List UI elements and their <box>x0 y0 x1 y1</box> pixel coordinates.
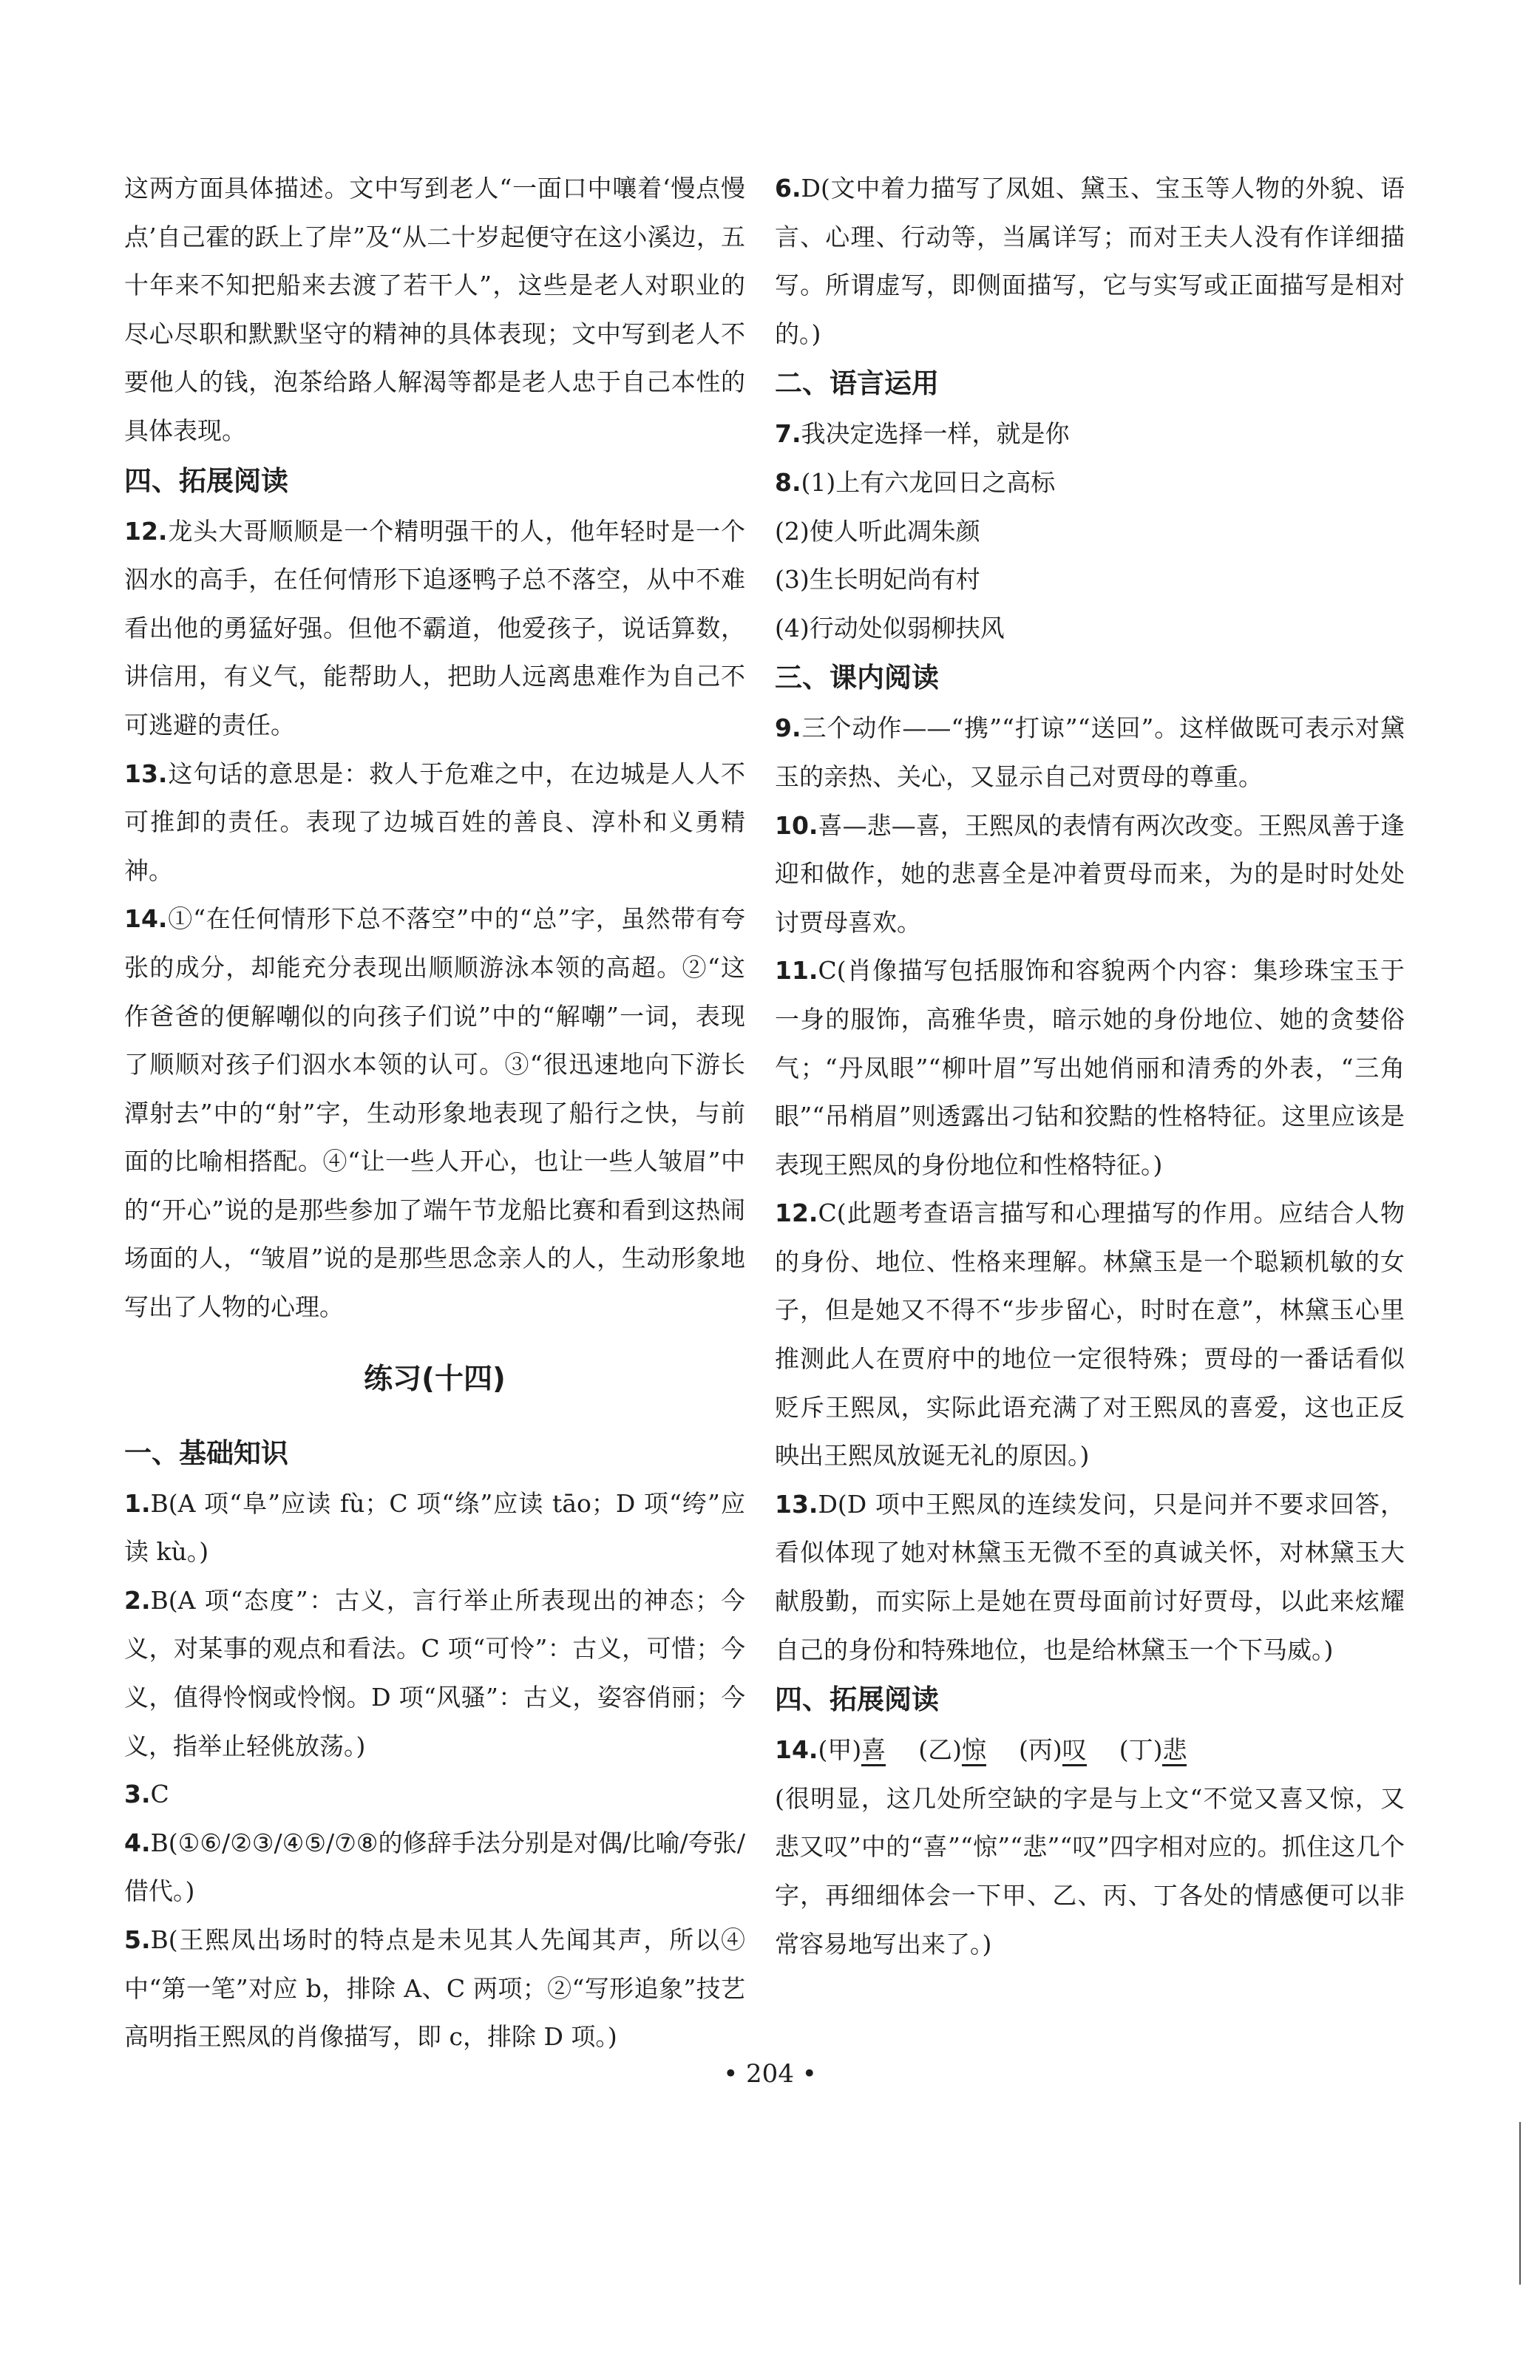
left-column <box>124 164 745 2061</box>
answer-number: 4. <box>124 1828 151 1857</box>
answer-text: B(A 项“态度”：古义，言行举止所表现出的神态；今义，对某事的观点和看法。C 项“可怜”：古义，可惜；今义，值得怜悯或怜悯。D 项“风骚”：古义，姿容俏丽；今义，指举止轻佻放荡。) <box>124 1585 745 1760</box>
blank-label-a: (甲) <box>818 1735 862 1765</box>
answer-1 <box>124 1479 745 1576</box>
answer-8-line-3: (3)生长明妃尚有村 <box>775 565 980 594</box>
answer-2 <box>124 1576 745 1770</box>
answer-text: 三个动作——“携”“打谅”“送回”。这样做既可表示对黛玉的亲热、关心，又显示自己对贾母的尊重。 <box>775 713 1405 791</box>
blank-answer-a: 喜 <box>861 1735 886 1766</box>
section-title-extended-reading-right: 四、拓展阅读 <box>775 1684 939 1716</box>
answer-5 <box>124 1916 745 2061</box>
answer-3 <box>124 1770 745 1819</box>
answer-number: 12. <box>775 1199 818 1228</box>
blank-answer-d: 悲 <box>1162 1735 1187 1766</box>
answer-8-line-2: (2)使人听此凋朱颜 <box>775 516 980 546</box>
answer-number: 1. <box>124 1488 151 1518</box>
answer-text: 这句话的意思是：救人于危难之中，在边城是人人不可推卸的责任。表现了边城百姓的善良、淳朴和义勇精神。 <box>124 759 745 885</box>
answer-number: 14. <box>124 904 168 934</box>
answer-text: 我决定选择一样，就是你 <box>801 419 1070 449</box>
page-number: • 204 • <box>723 2059 817 2089</box>
answer-14 <box>124 895 745 1331</box>
answer-10 <box>775 801 1405 947</box>
answer-number: 2. <box>124 1585 151 1615</box>
answer-text: B(①⑥/②③/④⑤/⑦⑧的修辞手法分别是对偶/比喻/夸张/借代。) <box>124 1828 745 1906</box>
answer-14 <box>775 1726 1405 1774</box>
answer-number: 7. <box>775 419 801 449</box>
blank-label-c: (丙) <box>1018 1735 1062 1765</box>
right-column <box>775 164 1405 1968</box>
answer-14-explanation: (很明显，这几处所空缺的字是与上文“不觉又喜又惊，又悲又叹”中的“喜”“惊”“悲”“叹”四字相对应的。抓住这几个字，再细细体会一下甲、乙、丙、丁各处的情感便可以非常容易地写出来了。) <box>775 1783 1405 1959</box>
answer-number: 9. <box>775 713 801 743</box>
answer-text: ①“在任何情形下总不落空”中的“总”字，虽然带有夸张的成分，却能充分表现出顺顺游泳本领的高超。②“这作爸爸的便解嘲似的向孩子们说”中的“解嘲”一词，表现了顺顺对孩子们泅水本领的认可。③“很迅速地向下游长潭射去”中的“射”字，生动形象地表现了船行之快，与前面的比喻相搭配。④“让一些人开心，也让一些人皱眉”中的“开心”说的是那些参加了端午节龙船比赛和看到这热闹场面的人，“皱眉”说的是那些思念亲人的人，生动形象地写出了人物的心理。 <box>124 904 745 1322</box>
answer-8-line-4: (4)行动处似弱柳扶风 <box>775 613 1005 643</box>
answer-8 <box>775 458 1405 507</box>
section-title-language-use: 二、语言运用 <box>775 367 939 400</box>
answer-number: 3. <box>124 1780 151 1809</box>
blank-label-b: (乙) <box>918 1735 962 1765</box>
blank-answer-c: 叹 <box>1062 1735 1087 1766</box>
blank-answer-b: 惊 <box>962 1735 986 1766</box>
answer-number: 12. <box>124 516 168 546</box>
answer-6 <box>775 164 1405 358</box>
exercise-title: 练习(十四) <box>364 1362 506 1396</box>
answer-11 <box>775 946 1405 1189</box>
section-title-in-class-reading: 三、课内阅读 <box>775 662 939 694</box>
answer-13 <box>124 750 745 895</box>
answer-text: D(D 项中王熙凤的连续发问，只是问并不要求回答，看似体现了她对林黛玉无微不至的真诚关怀，对林黛玉大献殷勤，而实际上是她在贾母面前讨好贾母，以此来炫耀自己的身份和特殊地位，也是给林黛玉一个下马威。) <box>775 1489 1405 1664</box>
answer-number: 14. <box>775 1735 818 1765</box>
answer-text: B(王熙凤出场时的特点是未见其人先闻其声，所以④中“第一笔”对应 b，排除 A、C 两项；②“写形追象”技艺高明指王熙凤的肖像描写，即 c，排除 D 项。) <box>124 1925 745 2052</box>
answer-12 <box>775 1189 1405 1480</box>
section-title-extended-reading: 四、拓展阅读 <box>124 464 288 497</box>
answer-7 <box>775 410 1405 458</box>
answer-text: 喜—悲—喜，王熙凤的表情有两次改变。王熙凤善于逢迎和做作，她的悲喜全是冲着贾母而来，为的是时时处处讨贾母喜欢。 <box>775 810 1405 937</box>
answer-number: 10. <box>775 810 818 840</box>
answer-number: 13. <box>775 1489 818 1519</box>
answer-12 <box>124 507 745 750</box>
answer-text: B(A 项“阜”应读 fù；C 项“绦”应读 tāo；D 项“绔”应读 kù。) <box>124 1488 745 1567</box>
answer-4 <box>124 1819 745 1916</box>
answer-number: 13. <box>124 759 168 788</box>
answer-number: 11. <box>775 956 818 986</box>
section-title-basic-knowledge: 一、基础知识 <box>124 1437 288 1469</box>
answer-number: 8. <box>775 467 801 497</box>
answer-9 <box>775 704 1405 801</box>
answer-text: D(文中着力描写了凤姐、黛玉、宝玉等人物的外貌、语言、心理、行动等，当属详写；而对王夫人没有作详细描写。所谓虚写，即侧面描写，它与实写或正面描写是相对的。) <box>775 174 1405 348</box>
answer-13 <box>775 1480 1405 1674</box>
answer-number: 6. <box>775 174 801 203</box>
answer-line: (1)上有六龙回日之高标 <box>801 467 1056 497</box>
answer-text: 龙头大哥顺顺是一个精明强干的人，他年轻时是一个泅水的高手，在任何情形下追逐鸭子总不落空，从中不难看出他的勇猛好强。但他不霸道，他爱孩子，说话算数，讲信用，有义气，能帮助人，把助人远离患难作为自己不可逃避的责任。 <box>124 516 745 739</box>
margin-line <box>1519 2122 1521 2285</box>
answer-text: C(此题考查语言描写和心理描写的作用。应结合人物的身份、地位、性格来理解。林黛玉是一个聪颖机敏的女子，但是她又不得不“步步留心，时时在意”，林黛玉心里推测此人在贾府中的地位一定很特殊；贾母的一番话看似贬斥王熙凤，实际此语充满了对王熙凤的喜爱，这也正反映出王熙凤放诞无礼的原因。) <box>775 1199 1405 1471</box>
answer-text: C <box>150 1780 169 1809</box>
intro-paragraph: 这两方面具体描述。文中写到老人“一面口中嚷着‘慢点慢点’自己霍的跃上了岸”及“从二十岁起便守在这小溪边，五十年来不知把船来去渡了若干人”，这些是老人对职业的尽心尽职和默默坚守的精神的具体表现；文中写到老人不要他人的钱，泡茶给路人解渴等都是老人忠于自己本性的具体表现。 <box>124 174 745 445</box>
answer-text: C(肖像描写包括服饰和容貌两个内容：集珍珠宝玉于一身的服饰，高雅华贵，暗示她的身份地位、她的贪婪俗气；“丹凤眼”“柳叶眉”写出她俏丽和清秀的外表，“三角眼”“吊梢眉”则透露出刁钻和狡黠的性格特征。这里应该是表现王熙凤的身份地位和性格特征。) <box>775 956 1405 1179</box>
answer-number: 5. <box>124 1925 151 1954</box>
blank-label-d: (丁) <box>1119 1735 1163 1765</box>
